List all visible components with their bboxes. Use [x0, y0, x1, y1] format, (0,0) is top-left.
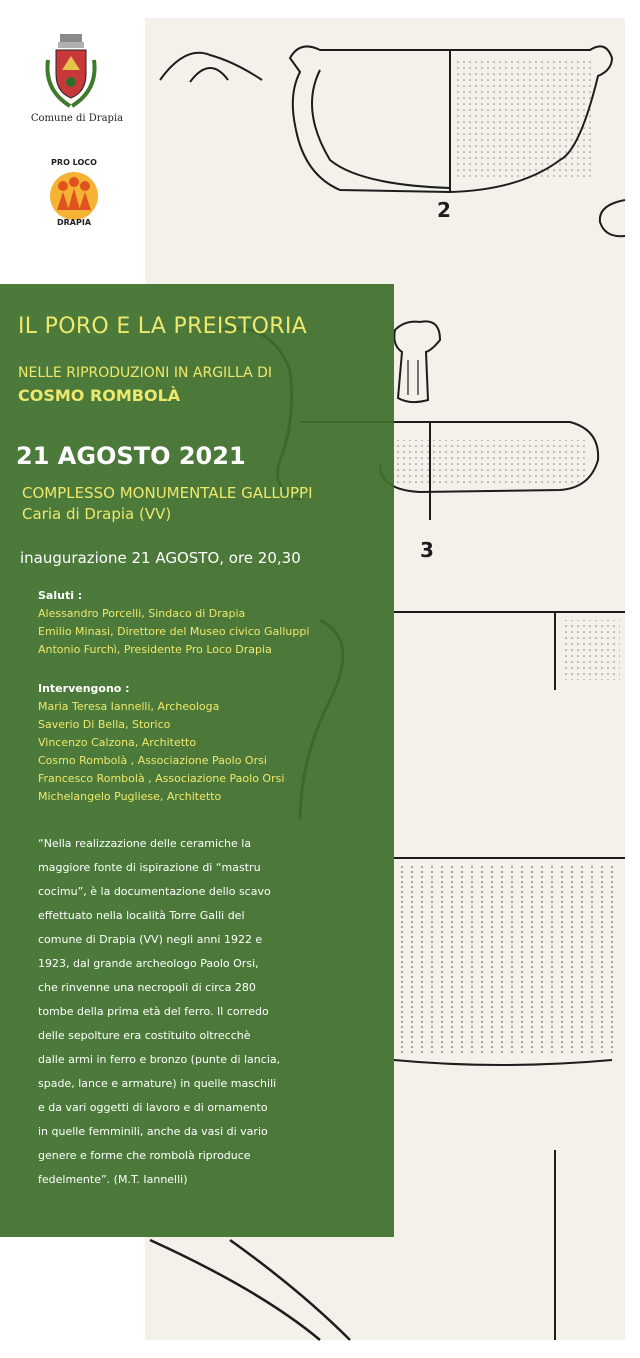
intervengono-section [38, 680, 284, 806]
venue-name: COMPLESSO MONUMENTALE GALLUPPI [22, 484, 313, 502]
saluti-item: Alessandro Porcelli, Sindaco di Drapia [38, 607, 246, 620]
quote-paragraph [38, 832, 280, 1192]
quote-line: effettuato nella località Torre Galli del [38, 909, 245, 922]
quote-line: genere e forme che rombolà riproduce [38, 1149, 251, 1162]
event-subtitle: NELLE RIPRODUZIONI IN ARGILLA DI [18, 365, 273, 381]
comune-label: Comune di Drapia [30, 113, 124, 124]
quote-line: che rinvenne una necropoli di circa 280 [38, 981, 256, 994]
quote-line: delle sepolture era costituito oltrecchè [38, 1029, 251, 1042]
speaker-item: Cosmo Rombolà , Associazione Paolo Orsi [38, 754, 267, 767]
quote-line: 1923, dal grande archeologo Paolo Orsi, [38, 957, 259, 970]
speaker-item: Maria Teresa Iannelli, Archeologa [38, 700, 220, 713]
quote-line: in quelle femminili, anche da vasi di vario [38, 1125, 268, 1138]
pro-loco-top-text: PRO LOCO [51, 158, 97, 167]
venue-location: Caria di Drapia (VV) [22, 505, 172, 523]
pro-loco-bottom-text: DRAPIA [56, 218, 92, 227]
coat-of-arms-icon [40, 30, 102, 112]
saluti-section [38, 587, 309, 659]
quote-line: dalle armi in ferro e bronzo (punte di lancia, [38, 1053, 281, 1066]
quote-line: cocimu”, è la documentazione dello scavo [38, 885, 271, 898]
saluti-item: Antonio Furchì, Presidente Pro Loco Drapia [38, 643, 272, 656]
figure-number-3: 3 [420, 538, 434, 562]
quote-line: “Nella realizzazione delle ceramiche la [38, 837, 252, 850]
saluti-item: Emilio Minasi, Direttore del Museo civico Galluppi [38, 625, 310, 638]
saluti-heading: Saluti : [38, 589, 83, 602]
inauguration-time: inaugurazione 21 AGOSTO, ore 20,30 [20, 549, 301, 567]
quote-line: comune di Drapia (VV) negli anni 1922 e [38, 933, 263, 946]
speaker-item: Michelangelo Pugliese, Architetto [38, 790, 222, 803]
quote-line: maggiore fonte di ispirazione di “mastru [38, 861, 261, 874]
quote-line: fedelmente”. (M.T. Iannelli) [38, 1173, 188, 1186]
speaker-item: Saverio Di Bella, Storico [38, 718, 171, 731]
event-title: IL PORO E LA PREISTORIA [18, 314, 308, 339]
figure-number-2: 2 [437, 198, 451, 222]
intervengono-heading: Intervengono : [38, 682, 130, 695]
quote-line: e da vari oggetti di lavoro e di ornamento [38, 1101, 268, 1114]
artist-name: COSMO ROMBOLÀ [18, 386, 181, 405]
speaker-item: Vincenzo Calzona, Architetto [38, 736, 197, 749]
speaker-item: Francesco Rombolà , Associazione Paolo Orsi [38, 772, 285, 785]
quote-line: tombe della prima età del ferro. Il corredo [38, 1005, 269, 1018]
quote-line: spade, lance e armature) in quelle maschili [38, 1077, 277, 1090]
event-date: 21 AGOSTO 2021 [16, 442, 246, 470]
